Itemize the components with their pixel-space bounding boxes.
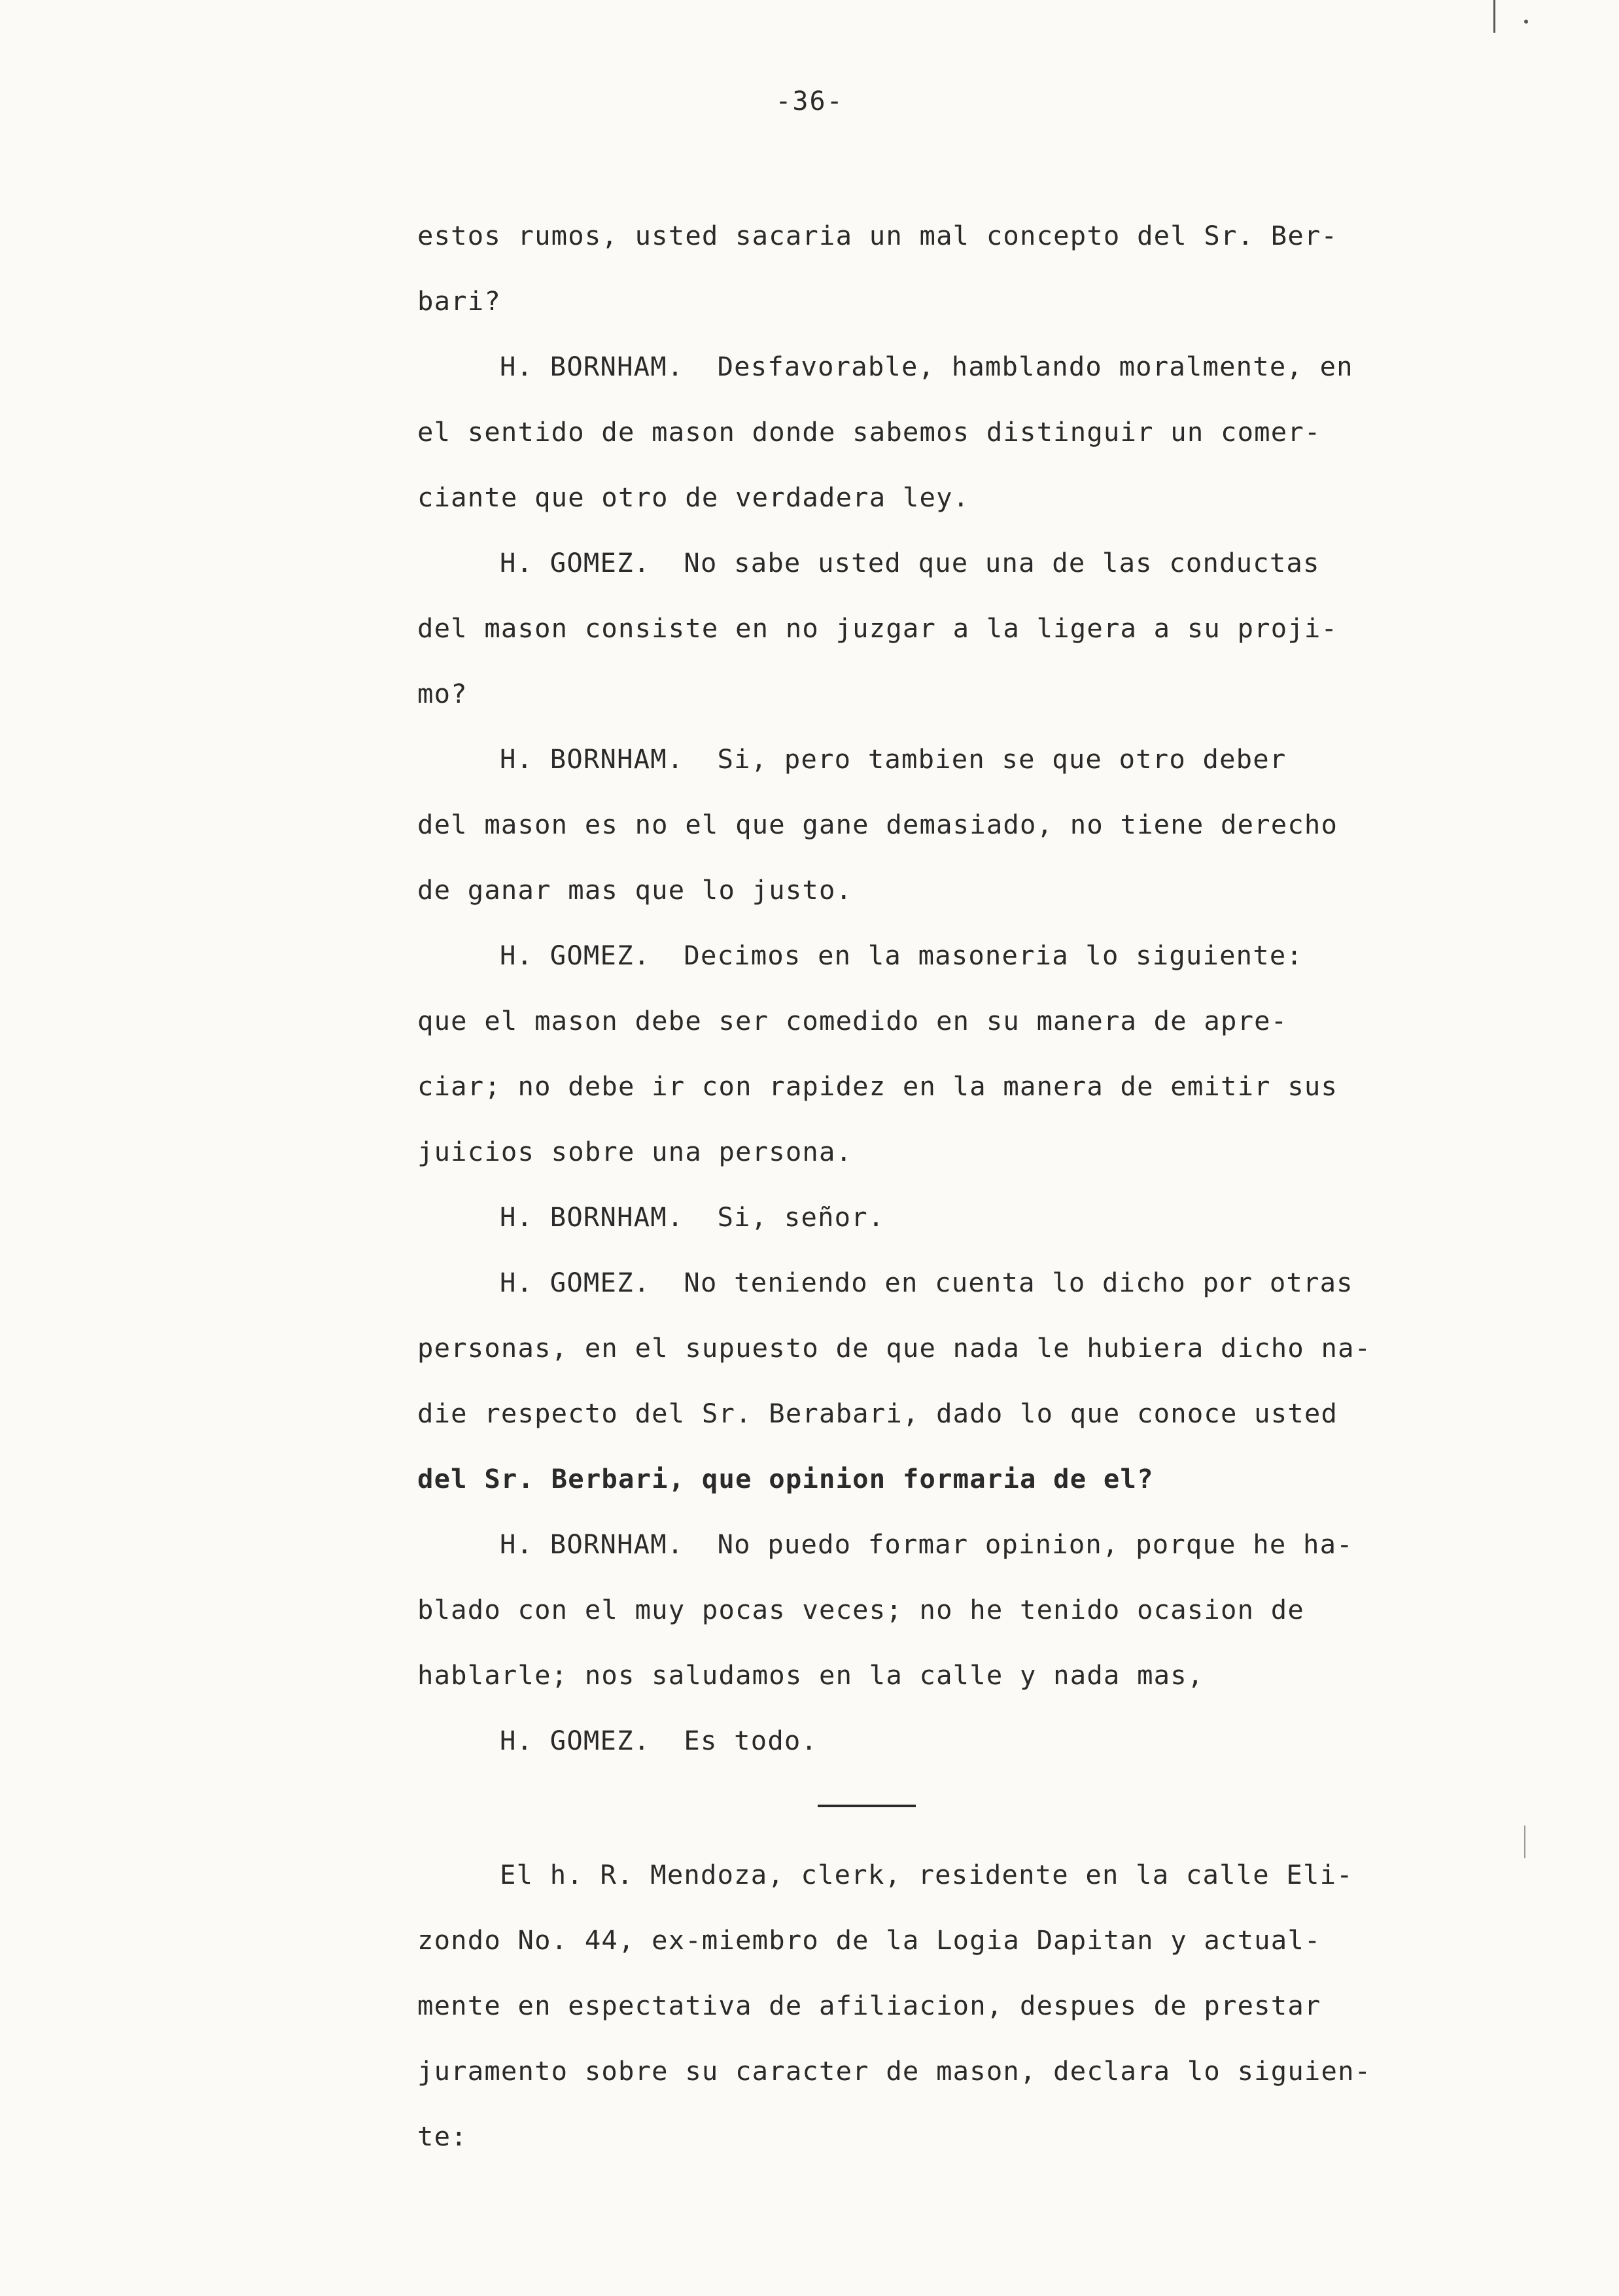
text-line: de ganar mas que lo justo. xyxy=(417,874,853,906)
text-line: H. BORNHAM. Si, pero tambien se que otro deber xyxy=(500,743,1287,775)
text-line: del mason es no el que gane demasiado, no tiene derecho xyxy=(417,809,1338,840)
paper-mark xyxy=(1493,0,1495,33)
text-line: H. GOMEZ. No teniendo en cuenta lo dicho por otras xyxy=(500,1267,1353,1298)
text-line: H. GOMEZ. Es todo. xyxy=(500,1725,818,1756)
paper-mark xyxy=(1524,1826,1525,1858)
text-line: ciar; no debe ir con rapidez en la manera de emitir sus xyxy=(417,1070,1338,1102)
text-line: mo? xyxy=(417,678,468,709)
section-divider xyxy=(818,1805,916,1807)
text-line: H. BORNHAM. No puedo formar opinion, porque he ha- xyxy=(500,1528,1353,1560)
text-line: H. BORNHAM. Si, señor. xyxy=(500,1201,885,1233)
text-line: hablarle; nos saludamos en la calle y nada mas, xyxy=(417,1659,1204,1691)
text-line: die respecto del Sr. Berabari, dado lo que conoce usted xyxy=(417,1398,1338,1429)
text-line: El h. R. Mendoza, clerk, residente en la calle Eli- xyxy=(500,1859,1353,1890)
text-line: el sentido de mason donde sabemos distinguir un comer- xyxy=(417,416,1321,448)
text-line: bari? xyxy=(417,285,501,317)
text-line: juicios sobre una persona. xyxy=(417,1136,853,1167)
text-line: del mason consiste en no juzgar a la ligera a su proji- xyxy=(417,612,1338,644)
text-line: mente en espectativa de afiliacion, despues de prestar xyxy=(417,1990,1321,2021)
paper-speck xyxy=(1524,20,1528,24)
text-line: que el mason debe ser comedido en su manera de apre- xyxy=(417,1005,1288,1036)
text-line: H. BORNHAM. Desfavorable, hamblando moralmente, en xyxy=(500,351,1353,382)
text-line: te: xyxy=(417,2121,468,2152)
text-line: H. GOMEZ. No sabe usted que una de las conductas xyxy=(500,547,1320,578)
text-line: blado con el muy pocas veces; no he tenido ocasion de xyxy=(417,1594,1304,1625)
text-line: del Sr. Berbari, que opinion formaria de el? xyxy=(417,1463,1154,1494)
page-number: -36- xyxy=(775,86,844,116)
text-line: juramento sobre su caracter de mason, declara lo siguien- xyxy=(417,2055,1372,2087)
text-line: ciante que otro de verdadera ley. xyxy=(417,482,970,513)
text-line: zondo No. 44, ex-miembro de la Logia Dapitan y actual- xyxy=(417,1924,1321,1956)
text-line: personas, en el supuesto de que nada le hubiera dicho na- xyxy=(417,1332,1372,1364)
text-line: estos rumos, usted sacaria un mal concepto del Sr. Ber- xyxy=(417,220,1338,251)
text-line: H. GOMEZ. Decimos en la masoneria lo siguiente: xyxy=(500,940,1303,971)
